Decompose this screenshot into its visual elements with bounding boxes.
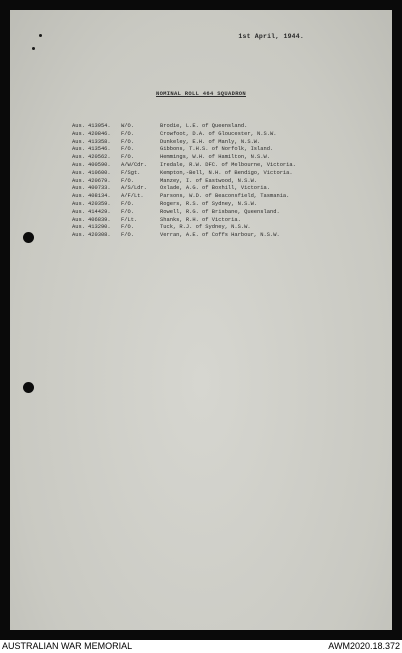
entry-number: 400590. — [88, 161, 111, 168]
entry-number: 420846. — [88, 130, 111, 137]
entry-rank: F/O. — [121, 232, 134, 239]
entry-number: 420359. — [88, 200, 111, 207]
entry-rank: W/O. — [121, 123, 134, 129]
entry-rank: F/O. — [121, 177, 134, 184]
roll-entry — [72, 193, 296, 201]
punch-hole — [23, 382, 34, 393]
entry-rank: F/O. — [121, 146, 134, 153]
entry-number: 413290. — [88, 224, 111, 231]
entry-number: 413358. — [88, 138, 111, 145]
entry-country: Aus. — [72, 146, 85, 153]
entry-name: Crowfoot, D.A. of Gloucester, N.S.W. — [160, 130, 277, 137]
entry-name: Manzey, I. of Eastwood, N.S.W. — [160, 177, 258, 184]
entry-number: 413546. — [88, 146, 111, 153]
entry-number: 414429. — [88, 208, 111, 215]
entry-rank: F/O. — [121, 130, 134, 137]
entry-country: Aus. — [72, 185, 85, 192]
roll-entry — [72, 201, 296, 209]
entry-rank: A/S/Ldr. — [121, 185, 147, 192]
nominal-roll-list — [72, 123, 296, 240]
entry-country: Aus. — [72, 232, 85, 239]
entry-name: Kempton,-Bell, N.H. of Bendigo, Victoria. — [160, 169, 293, 176]
entry-rank: A/F/Lt. — [121, 193, 144, 200]
footer-reference: AWM2020.18.372 — [328, 641, 400, 651]
entry-country: Aus. — [72, 193, 85, 200]
entry-country: Aus. — [72, 224, 85, 231]
entry-country: Aus. — [72, 130, 85, 137]
entry-country: Aus. — [72, 161, 85, 168]
entry-country: Aus. — [72, 123, 85, 129]
document-page — [10, 10, 392, 630]
entry-number: 400733. — [88, 185, 111, 192]
entry-country: Aus. — [72, 138, 85, 145]
entry-country: Aus. — [72, 200, 85, 207]
document-date: 1st April, 1944. — [238, 33, 304, 40]
entry-rank: F/O. — [121, 200, 134, 207]
entry-rank: F/O. — [121, 208, 134, 215]
roll-entry — [72, 154, 296, 162]
entry-name: Brodie, L.E. of Queensland. — [160, 123, 248, 129]
entry-rank: F/Sgt. — [121, 169, 141, 176]
footer-bar — [0, 640, 402, 653]
entry-rank: F/O. — [121, 154, 134, 161]
document-title: NOMINAL ROLL 464 SQUADRON — [155, 90, 246, 97]
entry-name: Parsons, W.D. of Beaconsfield, Tasmania. — [160, 193, 290, 200]
footer-source: AUSTRALIAN WAR MEMORIAL — [2, 641, 133, 651]
roll-entry — [72, 146, 296, 154]
entry-number: 420308. — [88, 232, 111, 239]
roll-entry — [72, 131, 296, 139]
entry-name: Rowell, R.G. of Brisbane, Queensland. — [160, 208, 280, 215]
roll-entry — [72, 232, 296, 240]
entry-country: Aus. — [72, 154, 85, 161]
entry-number: 406839. — [88, 216, 111, 223]
entry-number: 420562. — [88, 154, 111, 161]
entry-name: Rogers, R.S. of Sydney, N.S.W. — [160, 200, 258, 207]
roll-entry — [72, 162, 296, 170]
roll-entry — [72, 139, 296, 147]
ink-mark — [39, 34, 42, 37]
entry-rank: F/O. — [121, 224, 134, 231]
entry-number: 413954. — [88, 123, 111, 129]
entry-name: Iredale, R.W. DFC. of Melbourne, Victoria. — [160, 161, 296, 168]
roll-entry — [72, 224, 296, 232]
roll-entry — [72, 170, 296, 178]
entry-name: Shanks, R.H. of Victoria. — [160, 216, 241, 223]
entry-name: Oxlade, A.G. of Boxhill, Victoria. — [160, 185, 270, 192]
entry-name: Verran, A.E. of Coffs Harbour, N.S.W. — [160, 232, 280, 239]
entry-rank: A/W/Cdr. — [121, 161, 147, 168]
roll-entry — [72, 209, 296, 217]
entry-name: Gibbons, T.H.S. of Norfolk, Island. — [160, 146, 274, 153]
entry-number: 408134. — [88, 193, 111, 200]
entry-name: Dunkeley, E.H. of Manly, N.S.W. — [160, 138, 261, 145]
roll-entry — [72, 178, 296, 186]
entry-number: 410600. — [88, 169, 111, 176]
entry-name: Tuck, R.J. of Sydney, N.S.W. — [160, 224, 251, 231]
roll-entry — [72, 217, 296, 225]
entry-name: Hemmings, W.H. of Hamilton, N.S.W. — [160, 154, 270, 161]
entry-country: Aus. — [72, 169, 85, 176]
entry-number: 420679. — [88, 177, 111, 184]
entry-rank: F/O. — [121, 138, 134, 145]
entry-rank: F/Lt. — [121, 216, 138, 223]
entry-country: Aus. — [72, 208, 85, 215]
entry-country: Aus. — [72, 216, 85, 223]
ink-mark — [32, 47, 35, 50]
entry-country: Aus. — [72, 177, 85, 184]
roll-entry — [72, 123, 296, 131]
punch-hole — [23, 232, 34, 243]
roll-entry — [72, 185, 296, 193]
